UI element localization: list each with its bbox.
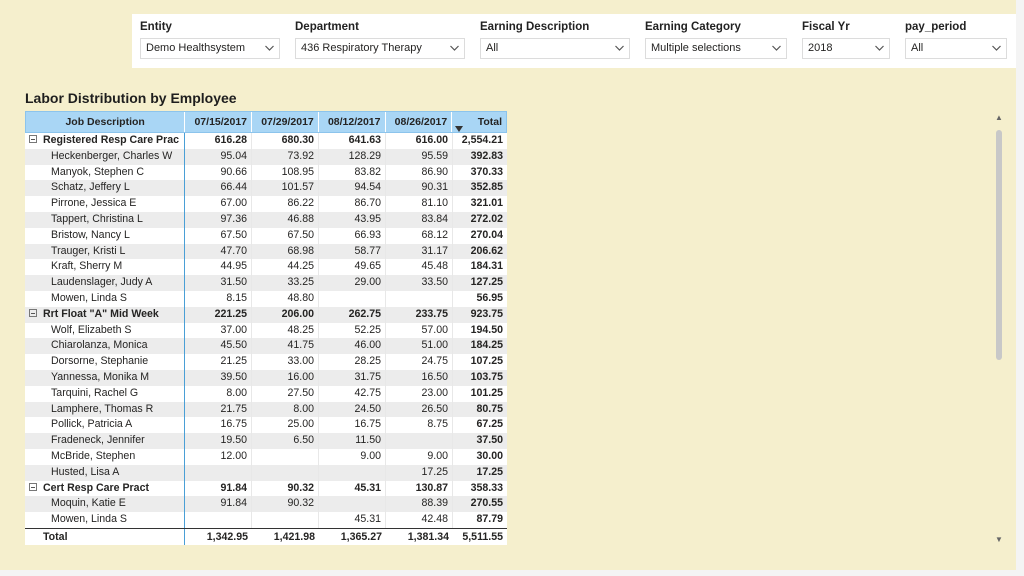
value-cell: 11.50	[319, 433, 386, 449]
group-row[interactable]	[25, 481, 507, 497]
value-cell: 16.50	[386, 370, 453, 386]
row-total-cell: 352.85	[470, 181, 503, 194]
value-cell: 19.50	[185, 433, 252, 449]
value-cell: 91.84	[185, 496, 252, 512]
employee-name-cell	[25, 386, 185, 402]
value-cell: 8.75	[386, 417, 453, 433]
column-header-period[interactable]: 07/29/2017	[252, 112, 319, 132]
employee-name-cell	[25, 228, 185, 244]
value-cell	[319, 465, 386, 481]
row-label: Mowen, Linda S	[51, 513, 127, 526]
column-header-total[interactable]	[452, 112, 506, 132]
table-row[interactable]	[25, 496, 507, 512]
table-row[interactable]	[25, 275, 507, 291]
value-cell: 262.75	[319, 307, 386, 323]
table-row[interactable]	[25, 259, 507, 275]
value-cell: 58.77	[319, 244, 386, 260]
slicer-label: pay_period	[905, 21, 967, 33]
slicer-label: Earning Category	[645, 21, 741, 33]
employee-name-cell	[25, 149, 185, 165]
value-cell: 91.84	[185, 481, 252, 497]
row-total-cell: 370.33	[470, 165, 503, 178]
group-row[interactable]	[25, 307, 507, 323]
row-total-cell: 321.01	[470, 197, 503, 210]
value-cell: 51.00	[386, 338, 453, 354]
value-cell: 66.93	[319, 228, 386, 244]
table-row[interactable]	[25, 449, 507, 465]
value-cell: 94.54	[319, 180, 386, 196]
scroll-up-icon[interactable]: ▲	[995, 113, 1003, 122]
slicer-fiscal-yr	[802, 20, 890, 59]
value-cell: 44.95	[185, 259, 252, 275]
value-cell: 97.36	[185, 212, 252, 228]
row-label: Pirrone, Jessica E	[51, 197, 137, 210]
group-row[interactable]	[25, 133, 507, 149]
row-total-cell: 392.83	[470, 149, 503, 162]
total-cell: 1,365.27	[340, 531, 382, 543]
fiscal-yr-dropdown[interactable]	[802, 38, 890, 59]
chevron-down-icon	[771, 43, 782, 53]
value-cell: 37.00	[185, 323, 252, 339]
value-cell: 67.00	[185, 196, 252, 212]
row-total-cell: 56.95	[476, 291, 503, 304]
value-cell: 90.66	[185, 165, 252, 181]
employee-name-cell	[25, 449, 185, 465]
dropdown-value: 2018	[808, 42, 833, 54]
value-cell: 49.65	[319, 259, 386, 275]
slicer-pay-period	[905, 20, 1007, 59]
value-cell: 67.50	[252, 228, 319, 244]
row-label: McBride, Stephen	[51, 449, 136, 462]
value-cell: 9.00	[386, 449, 453, 465]
employee-name-cell	[25, 496, 185, 512]
row-label: Yannessa, Monika M	[51, 370, 150, 383]
slicer-label: Earning Description	[480, 21, 590, 33]
value-cell: 21.25	[185, 354, 252, 370]
row-label: Tarquini, Rachel G	[51, 386, 139, 399]
value-cell: 41.75	[252, 338, 319, 354]
row-label: Chiarolanza, Monica	[51, 339, 148, 352]
row-label: Rrt Float "A" Mid Week	[43, 307, 159, 320]
row-total-cell: 923.75	[470, 307, 503, 320]
value-cell: 31.50	[185, 275, 252, 291]
value-cell: 616.00	[386, 133, 453, 149]
value-cell: 28.25	[319, 354, 386, 370]
value-cell: 45.50	[185, 338, 252, 354]
total-cell: 1,342.95	[206, 531, 248, 543]
value-cell: 48.25	[252, 323, 319, 339]
value-cell: 45.31	[319, 512, 386, 528]
value-cell	[319, 291, 386, 307]
value-cell: 24.50	[319, 402, 386, 418]
table-row[interactable]	[25, 417, 507, 433]
employee-name-cell	[25, 180, 185, 196]
row-label: Kraft, Sherry M	[51, 260, 123, 273]
row-total-cell: 17.25	[476, 465, 503, 478]
column-header-period[interactable]: 07/15/2017	[185, 112, 252, 132]
table-total-row	[25, 528, 507, 545]
slicer-label: Entity	[140, 21, 172, 33]
value-cell: 128.29	[319, 149, 386, 165]
value-cell	[252, 465, 319, 481]
column-header-job-description[interactable]: Job Description	[26, 112, 185, 132]
employee-name-cell	[25, 259, 185, 275]
row-total-cell: 270.04	[470, 228, 503, 241]
total-cell: 1,381.34	[407, 531, 449, 543]
table-row[interactable]	[25, 228, 507, 244]
row-label: Cert Resp Care Pract	[43, 481, 149, 494]
value-cell: 57.00	[386, 323, 453, 339]
table-header	[25, 111, 507, 133]
value-cell: 67.50	[185, 228, 252, 244]
employee-name-cell	[25, 465, 185, 481]
collapse-minus-icon[interactable]	[29, 483, 37, 491]
earning-description-dropdown[interactable]	[480, 38, 630, 59]
row-total-cell: 107.25	[470, 355, 503, 368]
value-cell: 130.87	[386, 481, 453, 497]
value-cell: 616.28	[185, 133, 252, 149]
employee-name-cell	[25, 196, 185, 212]
value-cell: 641.63	[319, 133, 386, 149]
value-cell: 90.32	[252, 496, 319, 512]
value-cell: 24.75	[386, 354, 453, 370]
value-cell	[185, 465, 252, 481]
value-cell: 95.04	[185, 149, 252, 165]
collapse-minus-icon[interactable]	[29, 135, 37, 143]
value-cell: 101.57	[252, 180, 319, 196]
chevron-down-icon	[991, 43, 1002, 53]
value-cell: 47.70	[185, 244, 252, 260]
value-cell: 16.75	[185, 417, 252, 433]
value-cell: 86.70	[319, 196, 386, 212]
slicer-label: Department	[295, 21, 359, 33]
employee-name-cell	[25, 433, 185, 449]
value-cell: 45.48	[386, 259, 453, 275]
value-cell: 8.00	[252, 402, 319, 418]
table-row[interactable]	[25, 291, 507, 307]
row-total-cell: 270.55	[470, 497, 503, 510]
row-total-cell: 2,554.21	[461, 134, 503, 146]
row-total-cell: 127.25	[470, 276, 503, 289]
employee-name-cell	[25, 354, 185, 370]
table-row[interactable]	[25, 196, 507, 212]
value-cell: 52.25	[319, 323, 386, 339]
collapse-minus-icon[interactable]	[29, 309, 37, 317]
table-row[interactable]	[25, 244, 507, 260]
employee-name-cell	[25, 402, 185, 418]
table-row[interactable]	[25, 338, 507, 354]
row-label: Dorsorne, Stephanie	[51, 355, 149, 368]
value-cell: 66.44	[185, 180, 252, 196]
value-cell: 73.92	[252, 149, 319, 165]
value-cell	[252, 449, 319, 465]
value-cell: 68.98	[252, 244, 319, 260]
table-row[interactable]	[25, 512, 507, 528]
value-cell: 233.75	[386, 307, 453, 323]
value-cell: 8.00	[185, 386, 252, 402]
row-label: Husted, Lisa A	[51, 465, 120, 478]
sort-descending-icon	[455, 126, 463, 132]
value-cell: 31.17	[386, 244, 453, 260]
value-cell: 90.31	[386, 180, 453, 196]
employee-name-cell	[25, 275, 185, 291]
employee-name-cell	[25, 370, 185, 386]
value-cell: 81.10	[386, 196, 453, 212]
value-cell: 46.00	[319, 338, 386, 354]
row-label: Moquin, Katie E	[51, 497, 126, 510]
employee-name-cell	[25, 512, 185, 528]
dropdown-value: All	[911, 42, 924, 54]
slicer-department	[295, 20, 465, 59]
total-cell: 1,421.98	[273, 531, 315, 543]
grand-total-cell: 5,511.55	[462, 531, 503, 543]
row-label: Bristow, Nancy L	[51, 228, 130, 241]
vertical-scrollbar[interactable]	[994, 114, 1004, 544]
employee-name-cell	[25, 291, 185, 307]
slicer-earning-description	[480, 20, 630, 59]
value-cell: 88.39	[386, 496, 453, 512]
table-row[interactable]	[25, 465, 507, 481]
value-cell: 6.50	[252, 433, 319, 449]
row-total-cell: 101.25	[470, 386, 503, 399]
table-row[interactable]	[25, 323, 507, 339]
scrollbar-thumb[interactable]	[996, 130, 1002, 360]
value-cell: 83.84	[386, 212, 453, 228]
value-cell: 8.15	[185, 291, 252, 307]
row-label: Trauger, Kristi L	[51, 244, 126, 257]
chevron-down-icon	[874, 43, 885, 53]
value-cell: 31.75	[319, 370, 386, 386]
table-row[interactable]	[25, 149, 507, 165]
slicer-entity	[140, 20, 280, 59]
value-cell: 83.82	[319, 165, 386, 181]
value-cell: 33.50	[386, 275, 453, 291]
value-cell	[386, 291, 453, 307]
value-cell: 46.88	[252, 212, 319, 228]
chevron-down-icon	[449, 43, 460, 53]
value-cell: 68.12	[386, 228, 453, 244]
table-body	[25, 133, 507, 528]
row-total-cell: 30.00	[476, 449, 503, 462]
employee-name-cell	[25, 323, 185, 339]
value-cell: 221.25	[185, 307, 252, 323]
row-total-cell: 206.62	[470, 244, 503, 257]
row-label: Heckenberger, Charles W	[51, 149, 173, 162]
table-row[interactable]	[25, 354, 507, 370]
value-cell: 12.00	[185, 449, 252, 465]
row-label: Schatz, Jeffery L	[51, 181, 130, 194]
value-cell: 206.00	[252, 307, 319, 323]
job-description-cell	[25, 481, 185, 497]
row-total-cell: 67.25	[476, 418, 503, 431]
row-total-cell: 358.33	[470, 481, 503, 494]
employee-name-cell	[25, 417, 185, 433]
column-header-period[interactable]: 08/26/2017	[386, 112, 453, 132]
slicer-label: Fiscal Yr	[802, 21, 850, 33]
department-dropdown[interactable]	[295, 38, 465, 59]
row-total-cell: 37.50	[476, 434, 503, 447]
row-total-cell: 272.02	[470, 212, 503, 225]
value-cell: 95.59	[386, 149, 453, 165]
value-cell: 25.00	[252, 417, 319, 433]
column-header-total-label: Total	[477, 116, 503, 128]
employee-name-cell	[25, 212, 185, 228]
employee-name-cell	[25, 165, 185, 181]
value-cell	[386, 433, 453, 449]
value-cell: 26.50	[386, 402, 453, 418]
value-cell: 16.00	[252, 370, 319, 386]
value-cell: 86.90	[386, 165, 453, 181]
value-cell: 21.75	[185, 402, 252, 418]
value-cell	[252, 512, 319, 528]
row-total-cell: 194.50	[470, 323, 503, 336]
row-label: Manyok, Stephen C	[51, 165, 145, 178]
value-cell: 39.50	[185, 370, 252, 386]
value-cell: 17.25	[386, 465, 453, 481]
column-header-period[interactable]: 08/12/2017	[319, 112, 386, 132]
job-description-cell	[25, 133, 185, 149]
row-label: Fradeneck, Jennifer	[51, 434, 145, 447]
table-row[interactable]	[25, 370, 507, 386]
value-cell: 42.48	[386, 512, 453, 528]
filter-bar	[132, 14, 1016, 68]
row-label: Lamphere, Thomas R	[51, 402, 154, 415]
table-row[interactable]	[25, 180, 507, 196]
row-label: Laudenslager, Judy A	[51, 276, 153, 289]
value-cell: 90.32	[252, 481, 319, 497]
table-row[interactable]	[25, 165, 507, 181]
employee-name-cell	[25, 338, 185, 354]
dropdown-value: Demo Healthsystem	[146, 42, 246, 54]
table-row[interactable]	[25, 402, 507, 418]
value-cell: 9.00	[319, 449, 386, 465]
value-cell: 33.00	[252, 354, 319, 370]
value-cell: 33.25	[252, 275, 319, 291]
table-row[interactable]	[25, 212, 507, 228]
row-total-cell: 184.31	[470, 260, 503, 273]
value-cell	[319, 496, 386, 512]
matrix-table	[25, 111, 507, 545]
table-row[interactable]	[25, 386, 507, 402]
pay-period-dropdown[interactable]	[905, 38, 1007, 59]
scroll-down-icon[interactable]: ▼	[995, 535, 1003, 544]
chevron-down-icon	[264, 43, 275, 53]
value-cell: 44.25	[252, 259, 319, 275]
dropdown-value: All	[486, 42, 499, 54]
value-cell: 23.00	[386, 386, 453, 402]
entity-dropdown[interactable]	[140, 38, 280, 59]
row-total-cell: 80.75	[476, 402, 503, 415]
dropdown-value: 436 Respiratory Therapy	[301, 42, 422, 54]
row-label: Mowen, Linda S	[51, 291, 127, 304]
row-total-cell: 184.25	[470, 339, 503, 352]
dropdown-value: Multiple selections	[651, 42, 741, 54]
value-cell: 86.22	[252, 196, 319, 212]
row-label: Wolf, Elizabeth S	[51, 323, 132, 336]
row-total-cell: 87.79	[476, 513, 503, 526]
value-cell: 42.75	[319, 386, 386, 402]
value-cell: 29.00	[319, 275, 386, 291]
employee-name-cell	[25, 244, 185, 260]
value-cell: 27.50	[252, 386, 319, 402]
slicer-earning-category	[645, 20, 787, 59]
earning-category-dropdown[interactable]	[645, 38, 787, 59]
value-cell	[185, 512, 252, 528]
row-label: Registered Resp Care Prac	[43, 134, 180, 146]
row-total-cell: 103.75	[470, 370, 503, 383]
value-cell: 108.95	[252, 165, 319, 181]
value-cell: 45.31	[319, 481, 386, 497]
report-title: Labor Distribution by Employee	[25, 90, 237, 106]
value-cell: 48.80	[252, 291, 319, 307]
value-cell: 680.30	[252, 133, 319, 149]
chevron-down-icon	[614, 43, 625, 53]
value-cell: 43.95	[319, 212, 386, 228]
row-label: Pollick, Patricia A	[51, 418, 133, 431]
job-description-cell	[25, 307, 185, 323]
table-row[interactable]	[25, 433, 507, 449]
row-label: Tappert, Christina L	[51, 212, 143, 225]
total-label: Total	[25, 529, 185, 545]
value-cell: 16.75	[319, 417, 386, 433]
